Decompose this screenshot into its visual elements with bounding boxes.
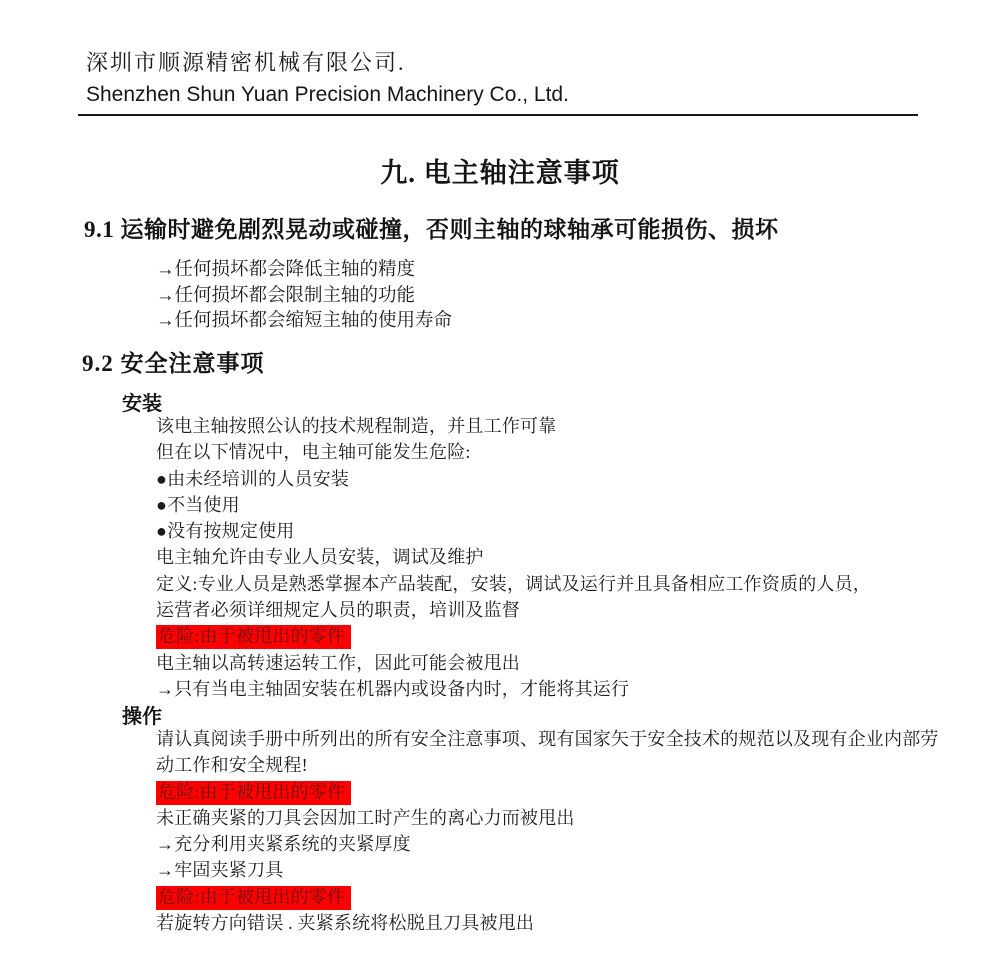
arrow-item: →只有当电主轴固安装在机器内或设备内时，才能将其运行: [156, 678, 630, 699]
section-9-2-heading: 9.2 安全注意事项: [82, 351, 265, 376]
danger-label: 危险:由于被甩出的零件: [156, 886, 351, 910]
paragraph-line: 电主轴允许由专业人员安装，调试及维护: [156, 547, 484, 568]
danger-highlight-line: [156, 623, 871, 649]
danger-highlight-line: [156, 884, 939, 910]
company-header: [78, 46, 918, 116]
company-name-en: Shenzhen Shun Yuan Precision Machinery Co., Ltd.: [86, 83, 569, 106]
operate-subheading: 操作: [122, 706, 162, 728]
page-title: 九. 电主轴注意事项: [380, 158, 620, 188]
transport-damage-list: [156, 258, 452, 335]
section-9-1-heading: 9.1 运输时避免剧烈晃动或碰撞，否则主轴的球轴承可能损伤、损坏: [84, 217, 779, 242]
paragraph-line: 定义:专业人员是熟悉掌握本产品装配，安装，调试及运行并且具备相应工作资质的人员，: [156, 573, 871, 594]
danger-label: 危险:由于被甩出的零件: [156, 625, 351, 649]
paragraph-line: 运营者必须详细规定人员的职责，培训及监督: [156, 600, 520, 621]
danger-label: 危险:由于被甩出的零件: [156, 781, 351, 805]
bullet-item: ●不当使用: [156, 494, 240, 515]
danger-highlight-line: [156, 779, 939, 805]
arrow-item: →充分利用夹紧系统的夹紧厚度: [156, 834, 411, 855]
arrow-item: →任何损坏都会降低主轴的精度: [156, 260, 416, 280]
bullet-item: ●由未经培训的人员安装: [156, 468, 350, 489]
paragraph-line: 请认真阅读手册中所列出的所有安全注意事项、现有国家矢于安全技术的规范以及现有企业内部劳: [156, 729, 939, 749]
operate-content: [156, 726, 939, 936]
bullet-item: ●没有按规定使用: [156, 521, 295, 542]
install-subheading: 安装: [122, 393, 162, 415]
paragraph-line: 若旋转方向错误 . 夹紧系统将松脱且刀具被甩出: [156, 913, 535, 934]
paragraph-line: 动工作和安全规程!: [156, 755, 308, 776]
company-name-cn: 深圳市顺源精密机械有限公司.: [86, 50, 406, 75]
arrow-item: →牢固夹紧刀具: [156, 860, 284, 881]
paragraph-line: 未正确夹紧的刀具会因加工时产生的离心力而被甩出: [156, 807, 575, 828]
arrow-item: →任何损坏都会限制主轴的功能: [156, 285, 416, 306]
arrow-item: →任何损坏都会缩短主轴的使用寿命: [156, 311, 453, 332]
install-content: [156, 413, 871, 702]
paragraph-line: 电主轴以高转速运转工作，因此可能会被甩出: [156, 652, 520, 673]
paragraph-line: 该电主轴按照公认的技术规程制造，并且工作可靠: [156, 416, 557, 436]
paragraph-line: 但在以下情况中，电主轴可能发生危险:: [156, 442, 471, 463]
